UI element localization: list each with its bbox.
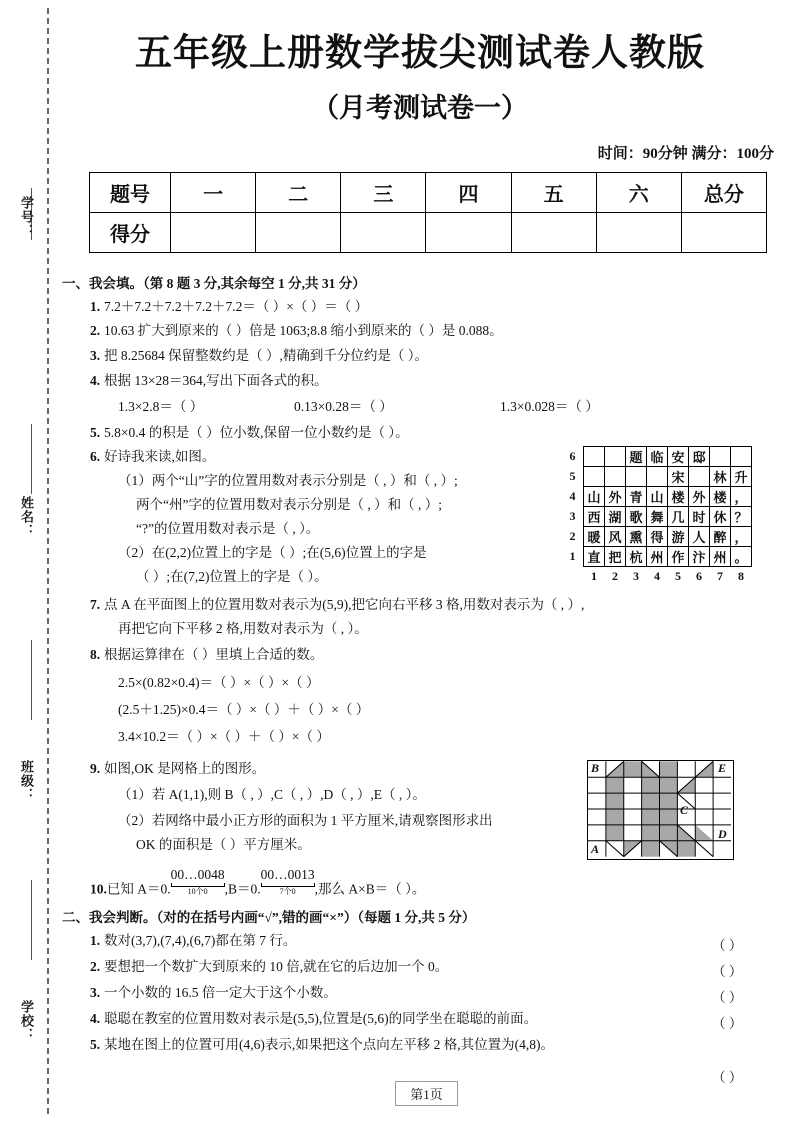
poem-row-label-6: 6 <box>569 449 576 463</box>
q10-suffix: ,那么 A×B＝（ ）。 <box>314 881 426 897</box>
poem-cell-r5c8: 升 <box>731 467 752 487</box>
poem-grid-table <box>565 446 752 586</box>
poem-cell-r1c3: 杭 <box>626 547 647 567</box>
poem-grid-figure <box>565 446 752 586</box>
table-row <box>565 527 752 547</box>
poem-cell-r1c7: 州 <box>710 547 731 567</box>
poem-row-label-2: 2 <box>569 529 576 543</box>
exam-meta-info: 时间：90分钟 满分：100分 <box>597 146 774 162</box>
q9-line-0: 如图,OK 是网格上的图形。 <box>104 761 266 776</box>
poem-col-label-4: 4 <box>654 568 660 583</box>
margin-label-class: 班级： <box>19 760 34 802</box>
score-table-col-4: 五 <box>511 173 596 213</box>
exam-sheet <box>60 0 793 1122</box>
s2-q1-number: 1. <box>90 933 101 948</box>
q6-line-5: （ ）;在(7,2)位置上的字是（ ）。 <box>136 569 328 584</box>
poem-cell-r5c1 <box>584 467 605 487</box>
poem-cell-r4c5: 楼 <box>668 487 689 507</box>
q10-prefix: 已知 A＝0. <box>106 881 171 897</box>
q10-mid: ,B＝0. <box>224 881 261 897</box>
score-table-col-3: 四 <box>426 173 511 213</box>
poem-cell-r2c7: 醉 <box>710 527 731 547</box>
ok-figure-label-C: C <box>680 803 689 817</box>
poem-cell-r4c1: 山 <box>584 487 605 507</box>
poem-cell-r5c7: 林 <box>710 467 731 487</box>
poem-col-label-5: 5 <box>675 568 681 583</box>
table-row <box>565 467 752 487</box>
q8-line-2: (2.5＋1.25)×0.4＝（ ）×（ ）＋（ ）×（ ） <box>118 702 370 717</box>
margin-rule-3 <box>31 640 32 720</box>
poem-cell-r4c3: 青 <box>626 487 647 507</box>
table-row <box>565 567 752 586</box>
ok-figure-label-A: A <box>591 842 600 856</box>
q4-line-0: 根据 13×28＝364,写出下面各式的积。 <box>104 373 328 388</box>
score-table-col-2: 三 <box>341 173 426 213</box>
page-subtitle: （月考测试卷一） <box>312 93 528 123</box>
poem-cell-r2c6: 人 <box>689 527 710 547</box>
score-cell-3[interactable] <box>426 213 511 253</box>
s2-q5-number: 5. <box>90 1037 101 1052</box>
s2-q1-text: 数对(3,7),(7,4),(6,7)都在第 7 行。 <box>104 933 297 948</box>
q3-line-0: 把 8.25684 保留整数约是（ ）,精确到千分位约是（ ）。 <box>104 348 428 363</box>
poem-cell-r5c2 <box>605 467 626 487</box>
poem-cell-r3c6: 时 <box>689 507 710 527</box>
poem-col-label-7: 7 <box>717 568 723 583</box>
margin-rule-2 <box>31 424 32 494</box>
poem-cell-r2c2: 风 <box>605 527 626 547</box>
q6-line-3: “?”的位置用数对表示是（ , ）。 <box>136 521 320 536</box>
score-cell-1[interactable] <box>256 213 341 253</box>
poem-col-label-3: 3 <box>633 568 639 583</box>
poem-cell-r4c8: ， <box>731 487 752 507</box>
s2-q4-text: 聪聪在教室的位置用数对表示是(5,5),位置是(5,6)的同学坐在聪聪的前面。 <box>104 1011 538 1026</box>
s2-q2-number: 2. <box>90 959 101 974</box>
poem-cell-r6c5: 安 <box>668 447 689 467</box>
score-cell-total[interactable] <box>681 213 766 253</box>
poem-corner-spacer <box>565 567 584 586</box>
poem-cell-r3c1: 西 <box>584 507 605 527</box>
poem-row-label-3: 3 <box>569 509 576 523</box>
q9-line-3: OK 的面积是（ ）平方厘米。 <box>136 837 311 852</box>
q10-brace2-caption: 7个0 <box>279 886 296 896</box>
ok-figure-label-B: B <box>591 761 600 775</box>
q10-brace1-caption: 10个0 <box>187 886 208 896</box>
margin-rule-4 <box>31 880 32 960</box>
q6-line-1: （1）两个“山”字的位置用数对表示分别是（ , ）和（ , ）; <box>118 473 458 488</box>
s2-q2-answer-paren[interactable]: （ ） <box>712 964 743 979</box>
page-title: 五年级上册数学拔尖测试卷人教版 <box>135 33 705 74</box>
margin-label-name: 姓名： <box>19 496 34 538</box>
s2-q3-answer-paren[interactable]: （ ） <box>712 990 743 1005</box>
score-table-col-1: 二 <box>256 173 341 213</box>
s2-q5-answer-paren[interactable]: （ ） <box>712 1070 743 1085</box>
poem-cell-r4c6: 外 <box>689 487 710 507</box>
q2-line-0: 10.63 扩大到原来的（ ）倍是 1063;8.8 缩小到原来的（ ）是 0.088。 <box>104 323 503 338</box>
score-table <box>89 172 767 253</box>
poem-cell-r3c7: 休 <box>710 507 731 527</box>
poem-cell-r6c4: 临 <box>647 447 668 467</box>
poem-cell-r2c8: ， <box>731 527 752 547</box>
poem-cell-r6c7 <box>710 447 731 467</box>
q10-brace2-digits: 00…0013 <box>260 867 315 882</box>
s2-q3-text: 一个小数的 16.5 倍一定大于这个小数。 <box>104 985 337 1000</box>
poem-cell-r1c2: 把 <box>605 547 626 567</box>
poem-cell-r3c3: 歌 <box>626 507 647 527</box>
q10-underbrace-2 <box>261 868 315 896</box>
q6-line-0: 好诗我来读,如图。 <box>104 449 216 464</box>
poem-cell-r5c3 <box>626 467 647 487</box>
table-row <box>565 507 752 527</box>
poem-cell-r5c4 <box>647 467 668 487</box>
table-row <box>565 487 752 507</box>
s2-q4-number: 4. <box>90 1011 101 1026</box>
q8-line-1: 2.5×(0.82×0.4)＝（ ）×（ ）×（ ） <box>118 675 320 690</box>
score-table-row-label-0: 题号 <box>90 173 171 213</box>
poem-cell-r1c6: 汴 <box>689 547 710 567</box>
score-cell-0[interactable] <box>171 213 256 253</box>
margin-label-student-id: 学号： <box>19 196 34 238</box>
q5-line-0: 5.8×0.4 的积是（ ）位小数,保留一位小数约是（ ）。 <box>104 425 409 440</box>
poem-cell-r6c2 <box>605 447 626 467</box>
left-margin-strip <box>0 0 60 1122</box>
ok-grid-figure <box>587 760 734 860</box>
q5-number: 5. <box>90 425 101 440</box>
poem-cell-r4c4: 山 <box>647 487 668 507</box>
ok-figure-svg <box>588 761 731 857</box>
q10-number: 10. <box>90 881 107 897</box>
q9-number: 9. <box>90 761 101 776</box>
table-row <box>90 173 767 213</box>
q1-line-0: 7.2＋7.2＋7.2＋7.2＋7.2＝（ ）×（ ）＝（ ） <box>104 299 369 314</box>
tear-line-dashed <box>47 8 49 1114</box>
poem-cell-r2c4: 得 <box>647 527 668 547</box>
poem-cell-r2c3: 熏 <box>626 527 647 547</box>
q10-underbrace-1 <box>171 868 225 896</box>
q6-line-4: （2）在(2,2)位置上的字是（ ）;在(5,6)位置上的字是 <box>118 545 427 560</box>
q6-line-2: 两个“州”字的位置用数对表示分别是（ , ）和（ , ）; <box>136 497 442 512</box>
score-cell-2[interactable] <box>341 213 426 253</box>
q10-row <box>90 868 425 896</box>
ok-figure-label-D: D <box>718 827 727 841</box>
q1-number: 1. <box>90 299 101 314</box>
s2-q4-answer-paren[interactable]: （ ） <box>712 1016 743 1031</box>
poem-row-label-1: 1 <box>569 549 576 563</box>
poem-cell-r6c8 <box>731 447 752 467</box>
table-row <box>565 447 752 467</box>
q4-line-2: 0.13×0.28＝（ ） <box>294 399 393 414</box>
poem-cell-r1c1: 直 <box>584 547 605 567</box>
poem-row-label-5: 5 <box>569 469 576 483</box>
poem-col-label-2: 2 <box>612 568 618 583</box>
q10-brace1-digits: 00…0048 <box>170 867 225 882</box>
ok-figure-label-E: E <box>718 761 727 775</box>
poem-col-label-1: 1 <box>591 568 597 583</box>
poem-cell-r3c5: 几 <box>668 507 689 527</box>
table-row <box>90 213 767 253</box>
q4-line-1: 1.3×2.8＝（ ） <box>118 399 204 414</box>
poem-cell-r3c8: ？ <box>731 507 752 527</box>
poem-cell-r3c2: 湖 <box>605 507 626 527</box>
score-table-col-5: 六 <box>596 173 681 213</box>
q7-line-1: 再把它向下平移 2 格,用数对表示为（ , ）。 <box>118 621 368 636</box>
poem-cell-r5c6 <box>689 467 710 487</box>
score-cell-4[interactable] <box>511 213 596 253</box>
q8-line-0: 根据运算律在（ ）里填上合适的数。 <box>104 647 324 662</box>
q3-number: 3. <box>90 348 101 363</box>
table-row <box>565 547 752 567</box>
poem-cell-r6c3: 题 <box>626 447 647 467</box>
margin-label-school: 学校： <box>19 1000 34 1042</box>
s2-q3-number: 3. <box>90 985 101 1000</box>
page-number: 第1页 <box>395 1081 458 1106</box>
q9-line-2: （2）若网络中最小正方形的面积为 1 平方厘米,请观察图形求出 <box>118 813 493 828</box>
poem-row-label-4: 4 <box>569 489 576 503</box>
score-table-col-0: 一 <box>171 173 256 213</box>
poem-col-label-6: 6 <box>696 568 702 583</box>
section-one-heading: 一、我会填。（第 8 题 3 分,其余每空 1 分,共 31 分） <box>62 276 366 291</box>
s2-q1-answer-paren[interactable]: （ ） <box>712 938 743 953</box>
s2-q2-text: 要想把一个数扩大到原来的 10 倍,就在它的后边加一个 0。 <box>104 959 449 974</box>
q7-number: 7. <box>90 597 101 612</box>
q2-number: 2. <box>90 323 101 338</box>
score-cell-5[interactable] <box>596 213 681 253</box>
poem-col-label-8: 8 <box>738 568 744 583</box>
poem-cell-r5c5: 宋 <box>668 467 689 487</box>
poem-cell-r4c2: 外 <box>605 487 626 507</box>
poem-cell-r4c7: 楼 <box>710 487 731 507</box>
poem-cell-r3c4: 舞 <box>647 507 668 527</box>
poem-cell-r2c1: 暖 <box>584 527 605 547</box>
q8-line-3: 3.4×10.2＝（ ）×（ ）＋（ ）×（ ） <box>118 729 330 744</box>
q7-line-0: 点 A 在平面图上的位置用数对表示为(5,9),把它向右平移 3 格,用数对表示为（ , ）, <box>104 597 585 612</box>
q4-number: 4. <box>90 373 101 388</box>
poem-cell-r1c8: 。 <box>731 547 752 567</box>
q4-line-3: 1.3×0.028＝（ ） <box>500 399 599 414</box>
poem-cell-r2c5: 游 <box>668 527 689 547</box>
poem-cell-r6c6: 邸 <box>689 447 710 467</box>
poem-cell-r1c5: 作 <box>668 547 689 567</box>
q6-number: 6. <box>90 449 101 464</box>
section-two-heading: 二、我会判断。（对的在括号内画“√”,错的画“×”）（每题 1 分,共 5 分） <box>62 910 476 925</box>
score-table-col-total: 总分 <box>681 173 766 213</box>
page-footer <box>60 1081 793 1106</box>
q8-number: 8. <box>90 647 101 662</box>
q9-line-1: （1）若 A(1,1),则 B（ , ）,C（ , ）,D（ , ）,E（ , ）。 <box>118 787 426 802</box>
score-table-row-label-1: 得分 <box>90 213 171 253</box>
poem-cell-r1c4: 州 <box>647 547 668 567</box>
poem-cell-r6c1 <box>584 447 605 467</box>
s2-q5-text: 某地在图上的位置可用(4,6)表示,如果把这个点向左平移 2 格,其位置为(4,8)。 <box>104 1037 554 1052</box>
